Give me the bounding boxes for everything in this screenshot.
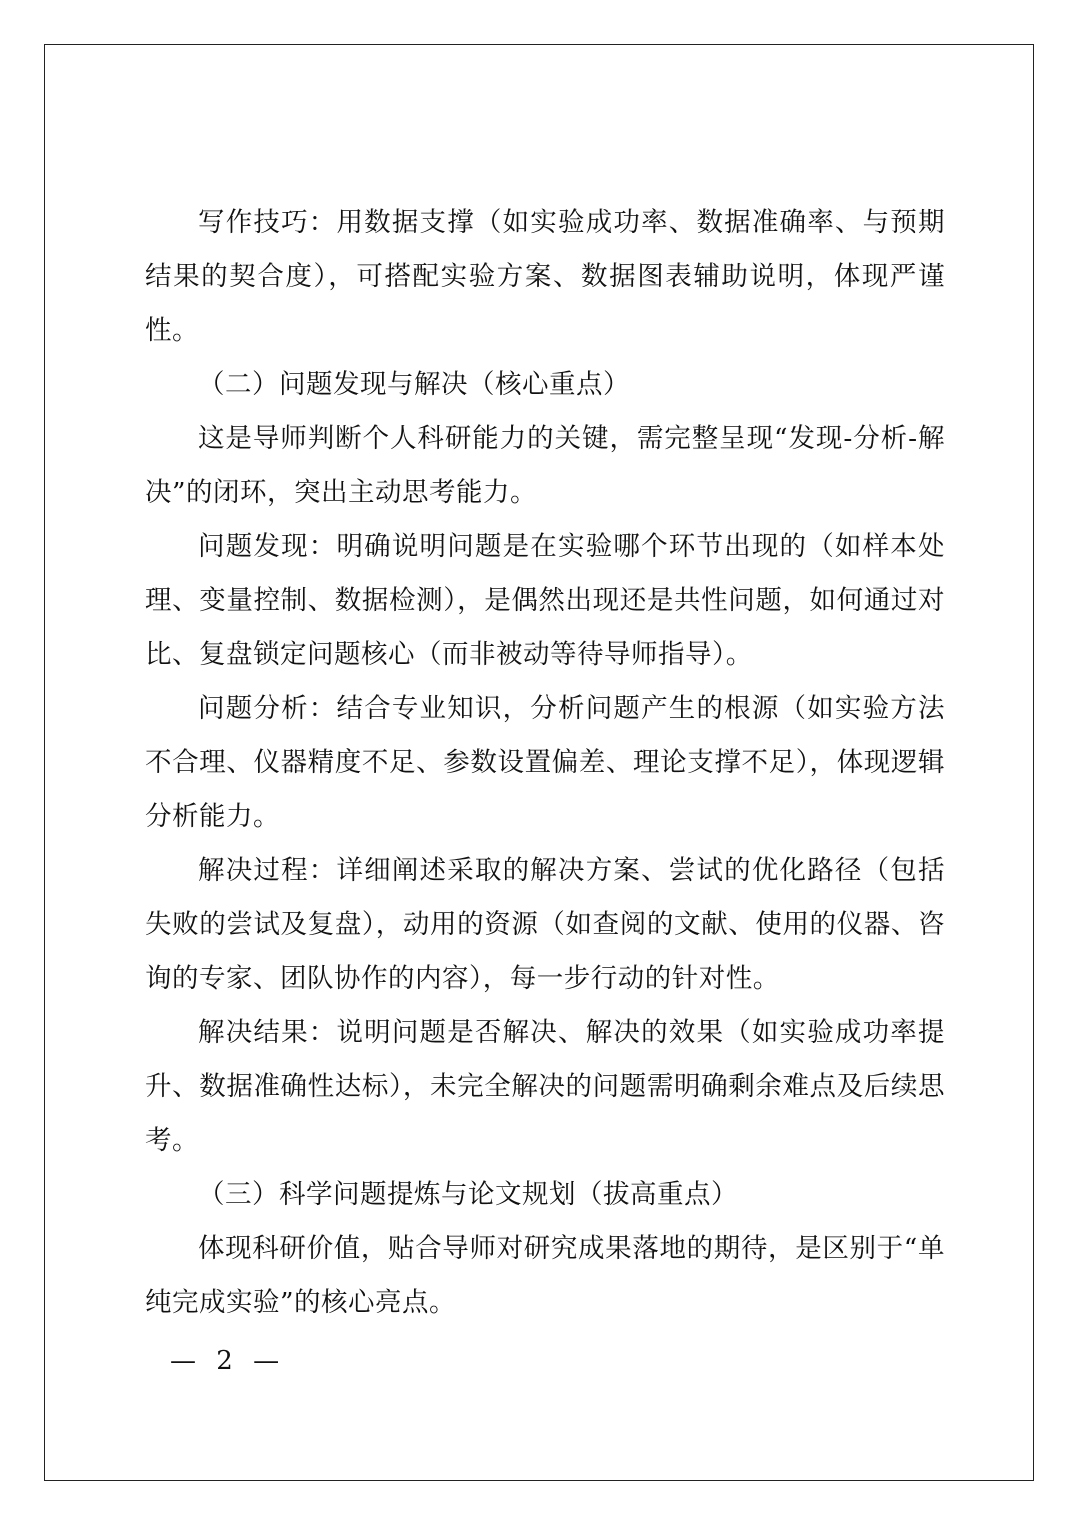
section-heading-scientific-question: （三）科学问题提炼与论文规划（拔高重点） [198, 1179, 738, 1210]
paragraph-solution-result: 解决结果：说明问题是否解决、解决的效果（如实验成功率提升、数据准确性达标），未完全解决的问题需明确剩余难点及后续思考。 [145, 1017, 945, 1156]
section-heading-problem-solving: （二）问题发现与解决（核心重点） [198, 369, 630, 400]
page-number: — 2 — [170, 1346, 286, 1376]
document-body [145, 196, 945, 1330]
paragraph-problem-solving-intro: 这是导师判断个人科研能力的关键，需完整呈现“发现-分析-解决”的闭环，突出主动思考能力。 [145, 423, 945, 508]
paragraph-solution-process: 解决过程：详细阐述采取的解决方案、尝试的优化路径（包括失败的尝试及复盘），动用的资源（如查阅的文献、使用的仪器、咨询的专家、团队协作的内容），每一步行动的针对性。 [145, 855, 945, 994]
paragraph-problem-discovery: 问题发现：明确说明问题是在实验哪个环节出现的（如样本处理、变量控制、数据检测），是偶然出现还是共性问题，如何通过对比、复盘锁定问题核心（而非被动等待导师指导）。 [145, 531, 945, 670]
paragraph-problem-analysis: 问题分析：结合专业知识，分析问题产生的根源（如实验方法不合理、仪器精度不足、参数设置偏差、理论支撑不足），体现逻辑分析能力。 [145, 693, 945, 832]
paragraph-scientific-value: 体现科研价值，贴合导师对研究成果落地的期待，是区别于“单纯完成实验”的核心亮点。 [145, 1233, 945, 1318]
paragraph-writing-tips: 写作技巧：用数据支撑（如实验成功率、数据准确率、与预期结果的契合度），可搭配实验方案、数据图表辅助说明，体现严谨性。 [145, 207, 945, 346]
